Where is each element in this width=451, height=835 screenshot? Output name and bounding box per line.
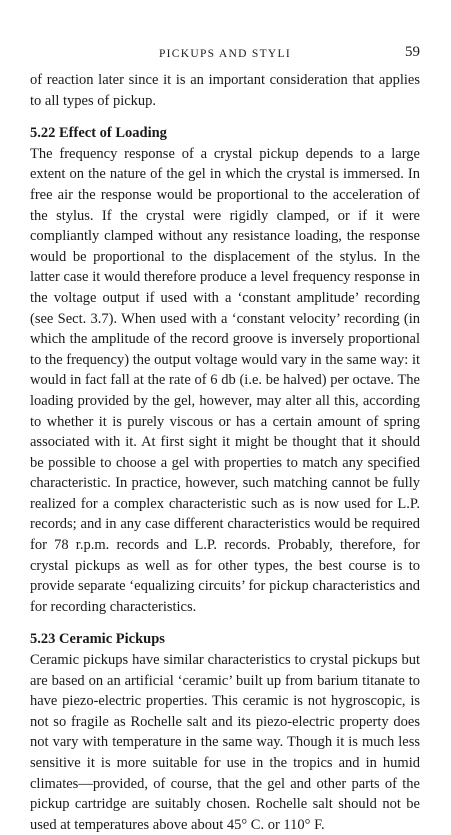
- paragraph-effect-of-loading: The frequency response of a crystal pickup depends to a large extent on the nature of the gel in which the crystal is immersed. In free air the response would be proportional to the acceleration of the stylus. If the crystal were rigidly clamped, or if it were compliantly clamped without any resistance loading, the response would be proportional to the displacement of the stylus. In the latter case it would therefore produce a level frequency response in the voltage output if used with a ‘constant amplitude’ recording (see Sect. 3.7). When used with a ‘constant velocity’ recording (in which the amplitude of the record groove is inversely proportional to the frequency) the output voltage would vary in the same way: it would in fact fall at the rate of 6 db (i.e. be halved) per octave. The loading provided by the gel, however, may alter all this, according to whether it is purely viscous or has a certain amount of spring associated with it. At first sight it might be thought that it should be possible to choose a gel with properties to match any specified characteristic. In practice, however, such matching cannot be fully realized for a complex characteristic such as is now used for L.P. records; and in any case different characteristics would be required for 78 r.p.m. records and L.P. records. Probably, therefore, for crystal pickups as well as for other types, the best course is to provide separate ‘equalizing circuits’ for pickup characteristics and for recording characteristics.: [30, 145, 420, 615]
- running-head: [30, 44, 420, 64]
- section-ceramic-pickups: [30, 629, 420, 835]
- section-heading-ceramic-pickups: 5.23 Ceramic Pickups: [30, 631, 165, 648]
- section-heading-effect-of-loading: 5.22 Effect of Loading: [30, 125, 167, 142]
- page-number: 59: [405, 44, 420, 60]
- section-gap: [30, 617, 420, 629]
- running-title: PICKUPS AND STYLI: [158, 48, 291, 60]
- section-effect-of-loading: [30, 123, 420, 617]
- paragraph-ceramic-pickups: Ceramic pickups have similar characteristics to crystal pickups but are based on an artificial ‘ceramic’ built up from barium titanate to have piezo-electric properties. This ceramic is not hygroscopic, is not so fragile as Rochelle salt and its piezo-electric property does not vary with temperature in the same way. Though it is much less sensitive it is more suitable for use in the tropics and in humid climates—provided, of course, that the gel and other parts of the pickup cartridge are suitably chosen. Rochelle salt should not be used at temperatures above about 45° C. or 110° F.: [30, 652, 420, 833]
- section-gap: [30, 111, 420, 123]
- book-page: [30, 44, 420, 835]
- intro-paragraph: of reaction later since it is an important consideration that applies to all types of pickup.: [30, 72, 420, 109]
